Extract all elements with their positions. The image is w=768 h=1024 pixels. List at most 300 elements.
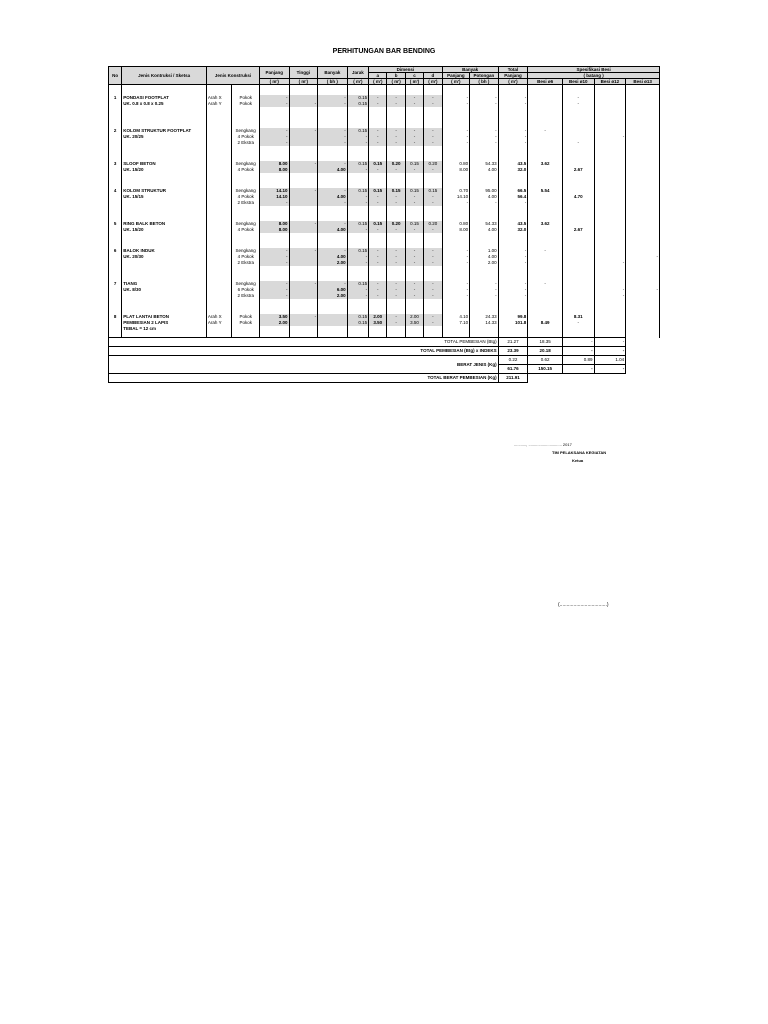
cell-dim-c: - — [405, 128, 423, 134]
cell-banyak: - — [318, 161, 348, 167]
cell-banyak: 4.00 — [318, 194, 348, 200]
cell-jarak: - — [347, 227, 368, 233]
cell-b-potongan: 2.00 — [470, 260, 499, 266]
row-name: RING BALK BETON — [122, 221, 207, 227]
signature-team: TIM PELAKSANA KEGIATAN — [552, 450, 607, 455]
cell-t-panjang: 43.5 — [498, 221, 528, 227]
berat-jenis-unit-12: 0.89 — [562, 356, 594, 365]
cell-b-panjang: 7.10 — [442, 320, 470, 326]
col-dim-d: d — [424, 73, 442, 79]
row-name: PONDASI FOOTPLAT — [122, 95, 207, 101]
cell-dim-a: - — [369, 140, 387, 146]
cell-dim-a: - — [369, 101, 387, 107]
cell-dim-d: - — [424, 227, 442, 233]
cell-bagian: Sengkang — [232, 221, 260, 227]
cell-b-panjang: - — [442, 95, 470, 101]
cell-panjang: 14.10 — [259, 188, 289, 194]
row-name: PLAT LANTAI BETON — [122, 314, 207, 320]
cell-dim-a: - — [369, 281, 387, 287]
cell-besi-10: 2.67 — [562, 227, 594, 233]
cell-dim-a: - — [369, 293, 387, 299]
cell-dim-a: - — [369, 248, 387, 254]
cell-t-panjang: - — [498, 287, 528, 293]
row-name: UK. 0.8 x 0.8 x 0.25 — [122, 101, 207, 107]
row-name: KOLOM STRUKTUR — [122, 188, 207, 194]
cell-dim-b: - — [387, 140, 405, 146]
cell-banyak: - — [318, 281, 348, 287]
berat-jenis-12: - — [562, 365, 594, 374]
cell-dim-b: - — [387, 95, 405, 101]
cell-banyak: 6.00 — [318, 287, 348, 293]
cell-besi-10: 8.31 — [562, 314, 594, 320]
cell-dim-d: 0.20 — [424, 221, 442, 227]
cell-banyak: - — [318, 188, 348, 194]
cell-b-panjang: - — [442, 260, 470, 266]
cell-panjang: - — [259, 260, 289, 266]
cell-arah: Arah Y — [206, 320, 232, 326]
cell-dim-c: 3.50 — [405, 320, 423, 326]
col-b-panjang: Panjang — [442, 73, 470, 79]
cell-t-panjang: 99.8 — [498, 314, 528, 320]
cell-jarak: 0.15 — [347, 248, 368, 254]
cell-t-panjang: - — [498, 134, 528, 140]
bar-bending-table — [108, 66, 660, 383]
cell-banyak: 4.00 — [318, 167, 348, 173]
cell-dim-c: - — [405, 194, 423, 200]
cell-t-panjang: - — [498, 254, 528, 260]
cell-banyak: - — [318, 200, 348, 206]
col-besi-13: Besi ø13 — [626, 79, 660, 85]
row-name: PEMBESIAN 2 LAPIS — [122, 320, 207, 326]
cell-dim-b: 0.20 — [387, 221, 405, 227]
cell-jarak: 0.15 — [347, 314, 368, 320]
cell-dim-d: - — [424, 134, 442, 140]
cell-b-panjang: - — [442, 287, 470, 293]
cell-banyak: - — [318, 134, 348, 140]
cell-jarak: 0.15 — [347, 161, 368, 167]
cell-bagian: 2 Ekstra — [232, 260, 260, 266]
cell-b-potongan: 4.00 — [470, 254, 499, 260]
cell-panjang: - — [259, 128, 289, 134]
cell-b-panjang: - — [442, 101, 470, 107]
cell-dim-b: - — [387, 194, 405, 200]
cell-b-panjang: 8.00 — [442, 167, 470, 173]
berat-jenis-6: 61.76 — [498, 365, 528, 374]
col-besi-12: Besi ø12 — [594, 79, 626, 85]
cell-dim-a: - — [369, 134, 387, 140]
unit-c: ( m') — [405, 79, 423, 85]
cell-panjang: - — [259, 293, 289, 299]
cell-jarak: - — [347, 287, 368, 293]
cell-bagian: 2 Ekstra — [232, 293, 260, 299]
unit-b-potongan: ( bh ) — [470, 79, 499, 85]
cell-dim-a: - — [369, 227, 387, 233]
berat-jenis-unit-10: 0.62 — [528, 356, 563, 365]
cell-besi-12: - — [594, 293, 626, 299]
row-name: TEBAL = 12 cm — [122, 326, 207, 332]
cell-panjang: 8.00 — [259, 161, 289, 167]
total-indeks-label: TOTAL PEMBESIAN (Btg) x INDEKS — [109, 347, 499, 356]
cell-t-panjang: 101.8 — [498, 320, 528, 326]
cell-jarak: - — [347, 167, 368, 173]
cell-b-potongan: 4.00 — [470, 194, 499, 200]
total-indeks-12: - — [562, 347, 594, 356]
col-total: Total — [498, 67, 528, 73]
cell-jarak: 0.15 — [347, 188, 368, 194]
cell-dim-b: - — [387, 101, 405, 107]
row-no: 5 — [109, 221, 122, 227]
cell-dim-c: - — [405, 140, 423, 146]
cell-tinggi: - — [289, 221, 318, 227]
cell-t-panjang: 56.4 — [498, 194, 528, 200]
cell-b-panjang: 0.80 — [442, 161, 470, 167]
cell-besi-12: - — [594, 260, 626, 266]
cell-bagian: 4 Pokok — [232, 194, 260, 200]
cell-dim-d: - — [424, 320, 442, 326]
cell-jarak: - — [347, 194, 368, 200]
cell-t-panjang: - — [498, 95, 528, 101]
cell-b-potongan: - — [470, 287, 499, 293]
cell-jarak: 0.15 — [347, 95, 368, 101]
cell-arah: Arah Y — [206, 101, 232, 107]
cell-b-panjang: - — [442, 254, 470, 260]
cell-dim-d: - — [424, 248, 442, 254]
cell-dim-b: - — [387, 281, 405, 287]
cell-panjang: 8.00 — [259, 221, 289, 227]
cell-jarak: - — [347, 200, 368, 206]
cell-panjang: 14.10 — [259, 194, 289, 200]
cell-dim-d: 0.20 — [424, 161, 442, 167]
cell-panjang: 3.50 — [259, 314, 289, 320]
cell-b-potongan: 24.33 — [470, 314, 499, 320]
total-indeks-6: 23.39 — [498, 347, 528, 356]
cell-dim-b: - — [387, 167, 405, 173]
cell-besi-10: - — [562, 320, 594, 326]
cell-b-potongan: 4.00 — [470, 227, 499, 233]
cell-dim-a: - — [369, 167, 387, 173]
cell-besi-6: 3.62 — [528, 221, 563, 227]
cell-banyak: 4.00 — [318, 254, 348, 260]
cell-tinggi: - — [289, 161, 318, 167]
col-batang: ( batang ) — [528, 73, 660, 79]
col-dim-b: b — [387, 73, 405, 79]
cell-dim-b: - — [387, 134, 405, 140]
cell-arah: Arah X — [206, 95, 232, 101]
row-name: UK. 20/30 — [122, 254, 207, 260]
cell-dim-a: 0.15 — [369, 161, 387, 167]
signature-name: (..................................) — [558, 602, 609, 608]
unit-a: ( m') — [369, 79, 387, 85]
cell-besi-10: 4.70 — [562, 194, 594, 200]
berat-jenis-unit-13: 1.04 — [594, 356, 626, 365]
col-besi-6: Besi ø6 — [528, 79, 563, 85]
cell-bagian: Pokok — [232, 101, 260, 107]
cell-panjang: - — [259, 281, 289, 287]
total-pembesian-6: 21.27 — [498, 338, 528, 347]
cell-jarak: - — [347, 254, 368, 260]
col-jenis-konstruksi: Jenis Konstruksi — [206, 67, 259, 85]
cell-dim-b: - — [387, 248, 405, 254]
cell-banyak: - — [318, 95, 348, 101]
unit-b-panjang: ( m') — [442, 79, 470, 85]
cell-banyak: - — [318, 128, 348, 134]
cell-b-potongan: - — [470, 293, 499, 299]
col-jenis-kontruksi: Jenis Kontruksi / Sketsa — [122, 67, 207, 85]
cell-b-potongan: - — [470, 95, 499, 101]
berat-jenis-label: BERAT JENIS (Kg) — [109, 356, 499, 374]
cell-banyak: 2.00 — [318, 293, 348, 299]
cell-dim-d: 0.15 — [424, 188, 442, 194]
table-footer — [109, 338, 660, 383]
cell-bagian: 4 Pokok — [232, 134, 260, 140]
unit-b: ( m') — [387, 79, 405, 85]
cell-panjang: 2.00 — [259, 320, 289, 326]
cell-dim-c: 2.00 — [405, 314, 423, 320]
cell-panjang: - — [259, 134, 289, 140]
cell-bagian: Sengkang — [232, 281, 260, 287]
unit-t-panjang: ( m') — [498, 79, 528, 85]
cell-panjang: - — [259, 140, 289, 146]
cell-jarak: - — [347, 260, 368, 266]
cell-dim-c: - — [405, 254, 423, 260]
cell-dim-a: 0.15 — [369, 188, 387, 194]
cell-tinggi: - — [289, 101, 318, 107]
cell-b-potongan: - — [470, 128, 499, 134]
unit-jarak: ( m') — [347, 79, 368, 85]
cell-dim-d: - — [424, 128, 442, 134]
total-pembesian-13: - — [594, 338, 626, 347]
row-name: UK. 8/30 — [122, 287, 207, 293]
total-berat-value: 211.91 — [498, 374, 528, 383]
cell-t-panjang: 32.0 — [498, 167, 528, 173]
cell-bagian: 6 Pokok — [232, 287, 260, 293]
col-panjang: Panjang — [259, 67, 289, 79]
cell-besi-10: - — [562, 101, 594, 107]
cell-t-panjang: - — [498, 248, 528, 254]
cell-dim-b: 0.15 — [387, 188, 405, 194]
cell-b-panjang: - — [442, 140, 470, 146]
cell-b-panjang: 14.10 — [442, 194, 470, 200]
cell-dim-b: - — [387, 260, 405, 266]
cell-b-panjang: - — [442, 293, 470, 299]
cell-dim-d: - — [424, 260, 442, 266]
cell-t-panjang: - — [498, 281, 528, 287]
cell-besi-6: 8.49 — [528, 320, 563, 326]
col-t-panjang: Panjang — [498, 73, 528, 79]
cell-b-panjang: - — [442, 128, 470, 134]
cell-tinggi: - — [289, 314, 318, 320]
cell-panjang: - — [259, 200, 289, 206]
cell-t-panjang: - — [498, 140, 528, 146]
unit-tinggi: ( m') — [289, 79, 318, 85]
cell-t-panjang: 66.5 — [498, 188, 528, 194]
cell-dim-a: - — [369, 95, 387, 101]
cell-bagian: 2 Ekstra — [232, 140, 260, 146]
cell-dim-d: - — [424, 254, 442, 260]
cell-dim-a: 0.15 — [369, 221, 387, 227]
cell-dim-b: - — [387, 314, 405, 320]
cell-dim-d: - — [424, 194, 442, 200]
cell-dim-a: - — [369, 128, 387, 134]
signature-role: Ketua — [572, 458, 584, 463]
col-jarak: Jarak — [347, 67, 368, 79]
col-banyak: Banyak — [318, 67, 348, 79]
row-name: TIANG — [122, 281, 207, 287]
table-body — [109, 85, 660, 338]
signature-date: ..........., .............................. 2017 — [514, 442, 572, 447]
cell-t-panjang: - — [498, 293, 528, 299]
cell-dim-b: - — [387, 227, 405, 233]
berat-jenis-13: - — [594, 365, 626, 374]
total-pembesian-label: TOTAL PEMBESIAN (Btg) — [109, 338, 499, 347]
cell-dim-c: - — [405, 248, 423, 254]
cell-b-panjang: 4.10 — [442, 314, 470, 320]
cell-b-panjang: 8.00 — [442, 227, 470, 233]
cell-b-panjang: 0.70 — [442, 188, 470, 194]
cell-b-potongan: 14.33 — [470, 320, 499, 326]
cell-t-panjang: - — [498, 128, 528, 134]
col-b-potongan: Potongan — [470, 73, 499, 79]
cell-dim-c: - — [405, 227, 423, 233]
cell-tinggi: - — [289, 128, 318, 134]
cell-b-potongan: 4.00 — [470, 167, 499, 173]
cell-dim-b: 0.20 — [387, 161, 405, 167]
cell-dim-d: - — [424, 167, 442, 173]
col-dimensi: Dimensi — [369, 67, 442, 73]
cell-besi-6: - — [528, 128, 563, 134]
cell-jarak: 0.15 — [347, 221, 368, 227]
cell-banyak: - — [318, 140, 348, 146]
cell-bagian: 4 Pokok — [232, 254, 260, 260]
cell-panjang: - — [259, 248, 289, 254]
cell-dim-d: - — [424, 140, 442, 146]
cell-dim-c: - — [405, 167, 423, 173]
cell-bagian: Pokok — [232, 314, 260, 320]
cell-dim-b: - — [387, 128, 405, 134]
row-name: UK. 15/15 — [122, 194, 207, 200]
cell-bagian: Pokok — [232, 95, 260, 101]
cell-jarak: - — [347, 140, 368, 146]
cell-dim-b: - — [387, 320, 405, 326]
cell-dim-c: - — [405, 281, 423, 287]
cell-besi-6: - — [528, 248, 563, 254]
cell-tinggi: - — [289, 248, 318, 254]
col-spesifikasi: Spesifikasi Besi — [528, 67, 660, 73]
cell-jarak: 0.15 — [347, 281, 368, 287]
cell-dim-c: - — [405, 293, 423, 299]
unit-banyak: ( bh ) — [318, 79, 348, 85]
cell-besi-6: - — [528, 281, 563, 287]
row-name: SLOOF BETON — [122, 161, 207, 167]
cell-besi-12: - — [594, 287, 626, 293]
cell-dim-a: 3.50 — [369, 320, 387, 326]
cell-b-panjang: - — [442, 200, 470, 206]
cell-dim-c: 0.15 — [405, 221, 423, 227]
cell-besi-13: - — [626, 254, 660, 260]
cell-t-panjang: - — [498, 200, 528, 206]
unit-d: ( m') — [424, 79, 442, 85]
cell-besi-6: 5.54 — [528, 188, 563, 194]
row-name: UK. 15/20 — [122, 227, 207, 233]
row-no: 3 — [109, 161, 122, 167]
cell-t-panjang: 43.5 — [498, 161, 528, 167]
cell-banyak: 4.00 — [318, 227, 348, 233]
row-no: 4 — [109, 188, 122, 194]
cell-dim-d: - — [424, 287, 442, 293]
cell-b-potongan: - — [470, 200, 499, 206]
cell-besi-10: - — [562, 95, 594, 101]
cell-dim-c: - — [405, 101, 423, 107]
col-banyak-group: Banyak — [442, 67, 498, 73]
total-indeks-13: - — [594, 347, 626, 356]
cell-b-potongan: - — [470, 140, 499, 146]
row-no: 2 — [109, 128, 122, 134]
row-name: BALOK INDUK — [122, 248, 207, 254]
cell-dim-a: - — [369, 200, 387, 206]
col-dim-c: c — [405, 73, 423, 79]
cell-dim-c: 0.15 — [405, 161, 423, 167]
cell-banyak: 2.00 — [318, 260, 348, 266]
cell-dim-b: - — [387, 254, 405, 260]
cell-b-potongan: 54.33 — [470, 221, 499, 227]
cell-bagian: Sengkang — [232, 248, 260, 254]
cell-arah: Arah X — [206, 314, 232, 320]
cell-besi-13: - — [626, 287, 660, 293]
total-berat-label: TOTAL BERAT PEMBESIAN (Kg) — [109, 374, 499, 383]
cell-dim-b: - — [387, 287, 405, 293]
cell-dim-c: - — [405, 287, 423, 293]
cell-b-potongan: 1.00 — [470, 248, 499, 254]
cell-dim-c: - — [405, 200, 423, 206]
col-besi-10: Besi ø10 — [562, 79, 594, 85]
col-tinggi: Tinggi — [289, 67, 318, 79]
cell-b-potongan: - — [470, 101, 499, 107]
cell-panjang: - — [259, 287, 289, 293]
cell-b-panjang: - — [442, 134, 470, 140]
bar-bending-sheet — [108, 66, 660, 383]
cell-banyak: - — [318, 221, 348, 227]
cell-t-panjang: 32.0 — [498, 227, 528, 233]
cell-bagian: Sengkang — [232, 188, 260, 194]
cell-panjang: 8.00 — [259, 227, 289, 233]
unit-panjang: ( m') — [259, 79, 289, 85]
cell-dim-a: - — [369, 287, 387, 293]
row-name: UK. 20/25 — [122, 134, 207, 140]
total-pembesian-10: 18.35 — [528, 338, 563, 347]
cell-dim-c: - — [405, 260, 423, 266]
cell-besi-10: 2.67 — [562, 167, 594, 173]
row-name: UK. 15/20 — [122, 167, 207, 173]
cell-dim-a: 2.00 — [369, 314, 387, 320]
cell-besi-6: 3.62 — [528, 161, 563, 167]
cell-jarak: - — [347, 134, 368, 140]
cell-tinggi: - — [289, 188, 318, 194]
cell-b-panjang: 0.80 — [442, 221, 470, 227]
cell-dim-d: - — [424, 95, 442, 101]
row-no: 1 — [109, 95, 122, 101]
col-no: No — [109, 67, 122, 85]
cell-dim-a: - — [369, 254, 387, 260]
cell-dim-c: - — [405, 134, 423, 140]
cell-jarak: 0.15 — [347, 101, 368, 107]
cell-dim-a: - — [369, 194, 387, 200]
document-title: PERHITUNGAN BAR BENDING — [332, 48, 436, 55]
cell-dim-c: 0.15 — [405, 188, 423, 194]
cell-dim-b: - — [387, 293, 405, 299]
cell-jarak: 0.15 — [347, 320, 368, 326]
cell-b-potongan: - — [470, 281, 499, 287]
total-indeks-10: 20.18 — [528, 347, 563, 356]
